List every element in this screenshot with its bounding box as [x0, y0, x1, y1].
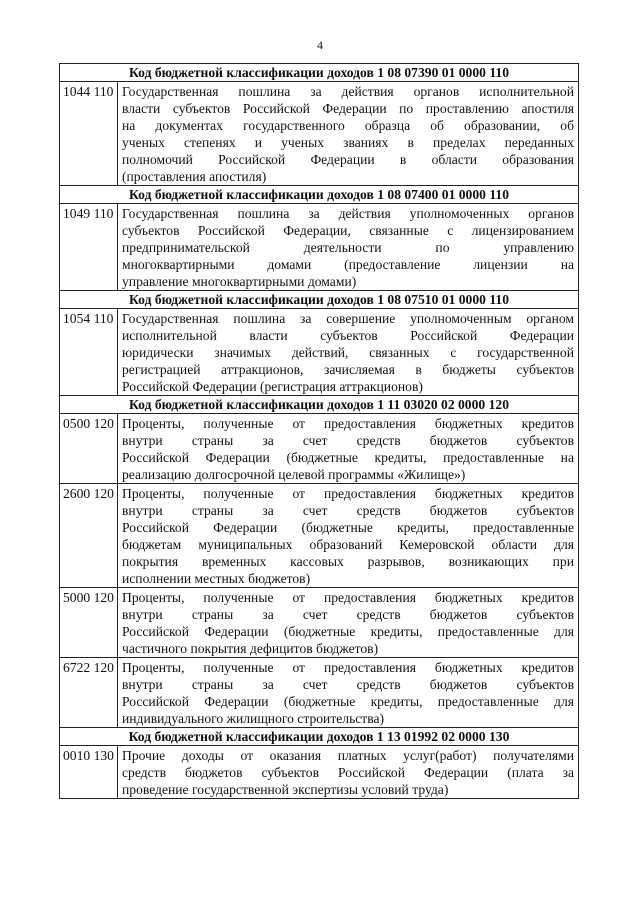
section-heading-row	[60, 291, 579, 309]
description-line: внутри страны за счет средств бюджетов субъектов	[122, 503, 574, 518]
description-line: ученых степенях и ученых званиях в пределах переданных	[122, 135, 574, 150]
subcode-cell: 0500 120	[60, 414, 118, 484]
description-cell	[118, 484, 579, 588]
classification-code-heading: Код бюджетной классификации доходов 1 11 03020 02 0000 120	[60, 396, 579, 414]
description-line: многоквартирными домами (предоставление лицензии на	[122, 257, 574, 272]
table-row	[60, 588, 579, 658]
description-line: Прочие доходы от оказания платных услуг(работ) получателями	[122, 748, 574, 763]
table-row	[60, 658, 579, 728]
description-line: субъектов Российской Федерации, связанные с лицензированием	[122, 223, 574, 238]
description-line: Проценты, полученные от предоставления бюджетных кредитов	[122, 660, 574, 675]
description-line: Проценты, полученные от предоставления бюджетных кредитов	[122, 486, 574, 501]
table-row	[60, 414, 579, 484]
table-row	[60, 484, 579, 588]
table-row	[60, 746, 579, 799]
description-line: Российской Федерации (бюджетные кредиты, предоставленные	[122, 520, 574, 535]
revenue-classification-table	[59, 63, 579, 799]
subcode-cell: 1049 110	[60, 204, 118, 291]
page-number: 4	[317, 38, 323, 52]
description-line: внутри страны за счет средств бюджетов субъектов	[122, 433, 574, 448]
description-line: регистрацией аттракционов, зачисляемая в бюджеты субъектов	[122, 362, 574, 377]
description-cell	[118, 414, 579, 484]
subcode-cell: 1044 110	[60, 82, 118, 186]
section-heading-row	[60, 64, 579, 82]
description-cell	[118, 658, 579, 728]
description-line: внутри страны за счет средств бюджетов субъектов	[122, 607, 574, 622]
description-line: Российской Федерации (бюджетные кредиты, предоставленные на	[122, 450, 574, 465]
description-line: внутри страны за счет средств бюджетов субъектов	[122, 677, 574, 692]
section-heading-row	[60, 186, 579, 204]
subcode-cell: 2600 120	[60, 484, 118, 588]
description-line: Российской Федерации (регистрация аттракционов)	[122, 379, 423, 394]
description-line: исполнительной власти субъектов Российской Федерации	[122, 328, 574, 343]
description-line: покрытия временных кассовых разрывов, возникающих при	[122, 554, 574, 569]
classification-code-heading: Код бюджетной классификации доходов 1 13 01992 02 0000 130	[60, 728, 579, 746]
description-line: Государственная пошлина за совершение уполномоченным органом	[122, 311, 574, 326]
subcode-cell: 6722 120	[60, 658, 118, 728]
description-line: бюджетам муниципальных образований Кемеровской области для	[122, 537, 574, 552]
subcode-cell: 1054 110	[60, 309, 118, 396]
description-cell	[118, 746, 579, 799]
description-line: реализацию долгосрочной целевой программы «Жилище»)	[122, 467, 466, 482]
description-line: Государственная пошлина за действия органов исполнительной	[122, 84, 574, 99]
table-row	[60, 204, 579, 291]
classification-code-heading: Код бюджетной классификации доходов 1 08 07510 01 0000 110	[60, 291, 579, 309]
classification-code-heading: Код бюджетной классификации доходов 1 08 07400 01 0000 110	[60, 186, 579, 204]
description-cell	[118, 82, 579, 186]
section-heading-row	[60, 728, 579, 746]
description-line: Российской Федерации (бюджетные кредиты, предоставленные для	[122, 624, 574, 639]
description-line: проведение государственной экспертизы условий труда)	[122, 782, 449, 797]
description-line: на документах государственного образца об образовании, об	[122, 118, 574, 133]
description-line: исполнении местных бюджетов)	[122, 571, 311, 586]
subcode-cell: 0010 130	[60, 746, 118, 799]
subcode-cell: 5000 120	[60, 588, 118, 658]
description-line: средств бюджетов субъектов Российской Федерации (плата за	[122, 765, 574, 780]
description-line: власти субъектов Российской Федерации по проставлению апостиля	[122, 101, 574, 116]
table-row	[60, 309, 579, 396]
section-heading-row	[60, 396, 579, 414]
description-line: Российской Федерации (бюджетные кредиты, предоставленные для	[122, 694, 574, 709]
table-row	[60, 82, 579, 186]
description-line: управление многоквартирными домами)	[122, 274, 357, 289]
description-line: индивидуального жилищного строительства)	[122, 711, 385, 726]
description-cell	[118, 309, 579, 396]
description-line: предпринимательской деятельности по управлению	[122, 240, 574, 255]
description-line: Проценты, полученные от предоставления бюджетных кредитов	[122, 590, 574, 605]
description-line: полномочий Российской Федерации в области образования	[122, 152, 574, 167]
description-line: (проставления апостиля)	[122, 169, 267, 184]
description-cell	[118, 204, 579, 291]
description-line: частичного покрытия дефицитов бюджетов)	[122, 641, 379, 656]
description-cell	[118, 588, 579, 658]
description-line: Государственная пошлина за действия уполномоченных органов	[122, 206, 574, 221]
description-line: юридически значимых действий, связанных с государственной	[122, 345, 574, 360]
classification-code-heading: Код бюджетной классификации доходов 1 08 07390 01 0000 110	[60, 64, 579, 82]
description-line: Проценты, полученные от предоставления бюджетных кредитов	[122, 416, 574, 431]
